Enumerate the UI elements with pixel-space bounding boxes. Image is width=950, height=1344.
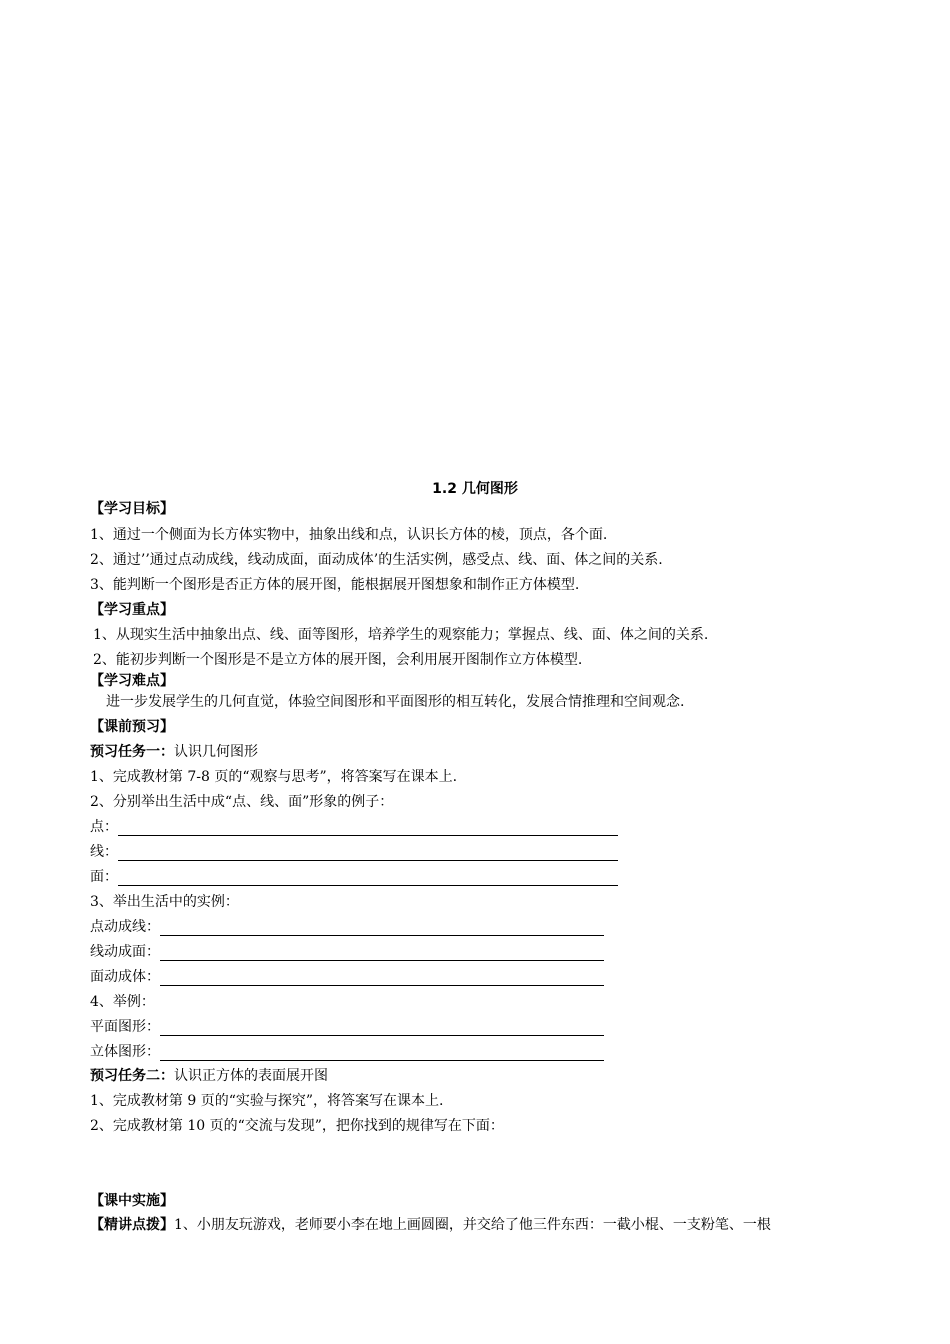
line-example-field[interactable] bbox=[90, 843, 618, 861]
task1-q1: 1、完成教材第 7-8 页的“观察与思考”，将答案写在课本上. bbox=[90, 769, 458, 785]
page-title: 1.2 几何图形 bbox=[432, 481, 518, 497]
objective-item-3: 3、能判断一个图形是否正方体的展开图，能根据展开图想象和制作正方体模型. bbox=[90, 577, 580, 593]
in-class-line bbox=[90, 1216, 771, 1234]
task2-q2: 2、完成教材第 10 页的“交流与发现”，把你找到的规律写在下面： bbox=[90, 1118, 504, 1134]
key-point-item-2: 2、能初步判断一个图形是不是立方体的展开图，会利用展开图制作立方体模型. bbox=[93, 652, 583, 668]
face-to-solid-label: 面动成体： bbox=[90, 969, 160, 985]
line-to-face-label: 线动成面： bbox=[90, 944, 160, 960]
difficulties-text: 进一步发展学生的几何直觉，体验空间图形和平面图形的相互转化，发展合情推理和空间观念. bbox=[106, 694, 685, 710]
key-points-heading: 【学习重点】 bbox=[90, 602, 174, 618]
preview-heading: 【课前预习】 bbox=[90, 719, 174, 735]
point-to-line-field[interactable] bbox=[90, 918, 604, 936]
task1-title: 认识几何图形 bbox=[174, 744, 258, 760]
point-to-line-blank[interactable] bbox=[160, 921, 604, 936]
line-to-face-blank[interactable] bbox=[160, 946, 604, 961]
face-example-field[interactable] bbox=[90, 868, 618, 886]
task1-line bbox=[90, 743, 258, 761]
plane-figure-field[interactable] bbox=[90, 1018, 604, 1036]
line-label: 线： bbox=[90, 844, 118, 860]
line-blank[interactable] bbox=[118, 846, 618, 861]
plane-figure-blank[interactable] bbox=[160, 1021, 604, 1036]
point-example-field[interactable] bbox=[90, 818, 618, 836]
task2-title: 认识正方体的表面展开图 bbox=[174, 1068, 328, 1084]
objective-item-2: 2、通过’’通过点动成线，线动成面，面动成体’的生活实例，感受点、线、面、体之间的关系. bbox=[90, 552, 663, 568]
objective-item-1: 1、通过一个侧面为长方体实物中，抽象出线和点，认识长方体的棱，顶点，各个面. bbox=[90, 527, 608, 543]
task2-label: 预习任务二： bbox=[90, 1068, 174, 1084]
face-label: 面： bbox=[90, 869, 118, 885]
point-blank[interactable] bbox=[118, 821, 618, 836]
in-class-heading: 【课中实施】 bbox=[90, 1193, 174, 1209]
solid-figure-blank[interactable] bbox=[160, 1046, 604, 1061]
in-class-text: 1、小朋友玩游戏，老师要小李在地上画圆圈，并交给了他三件东西：一截小棍、一支粉笔、一根 bbox=[174, 1217, 771, 1233]
difficulties-heading: 【学习难点】 bbox=[90, 673, 174, 689]
objectives-heading: 【学习目标】 bbox=[90, 501, 174, 517]
face-to-solid-field[interactable] bbox=[90, 968, 604, 986]
task1-label: 预习任务一： bbox=[90, 744, 174, 760]
task1-q3: 3、举出生活中的实例： bbox=[90, 894, 239, 910]
solid-figure-label: 立体图形： bbox=[90, 1044, 160, 1060]
point-label: 点： bbox=[90, 819, 118, 835]
solid-figure-field[interactable] bbox=[90, 1043, 604, 1061]
task2-q1: 1、完成教材第 9 页的“实验与探究”，将答案写在课本上. bbox=[90, 1093, 444, 1109]
task2-line bbox=[90, 1067, 328, 1085]
plane-figure-label: 平面图形： bbox=[90, 1019, 160, 1035]
key-point-item-1: 1、从现实生活中抽象出点、线、面等图形，培养学生的观察能力；掌握点、线、面、体之间的关系. bbox=[93, 627, 709, 643]
face-to-solid-blank[interactable] bbox=[160, 971, 604, 986]
task1-q4: 4、举例： bbox=[90, 994, 155, 1010]
task1-q2: 2、分别举出生活中成“点、线、面”形象的例子： bbox=[90, 794, 394, 810]
in-class-label: 【精讲点拨】 bbox=[90, 1217, 174, 1233]
face-blank[interactable] bbox=[118, 871, 618, 886]
point-to-line-label: 点动成线： bbox=[90, 919, 160, 935]
line-to-face-field[interactable] bbox=[90, 943, 604, 961]
